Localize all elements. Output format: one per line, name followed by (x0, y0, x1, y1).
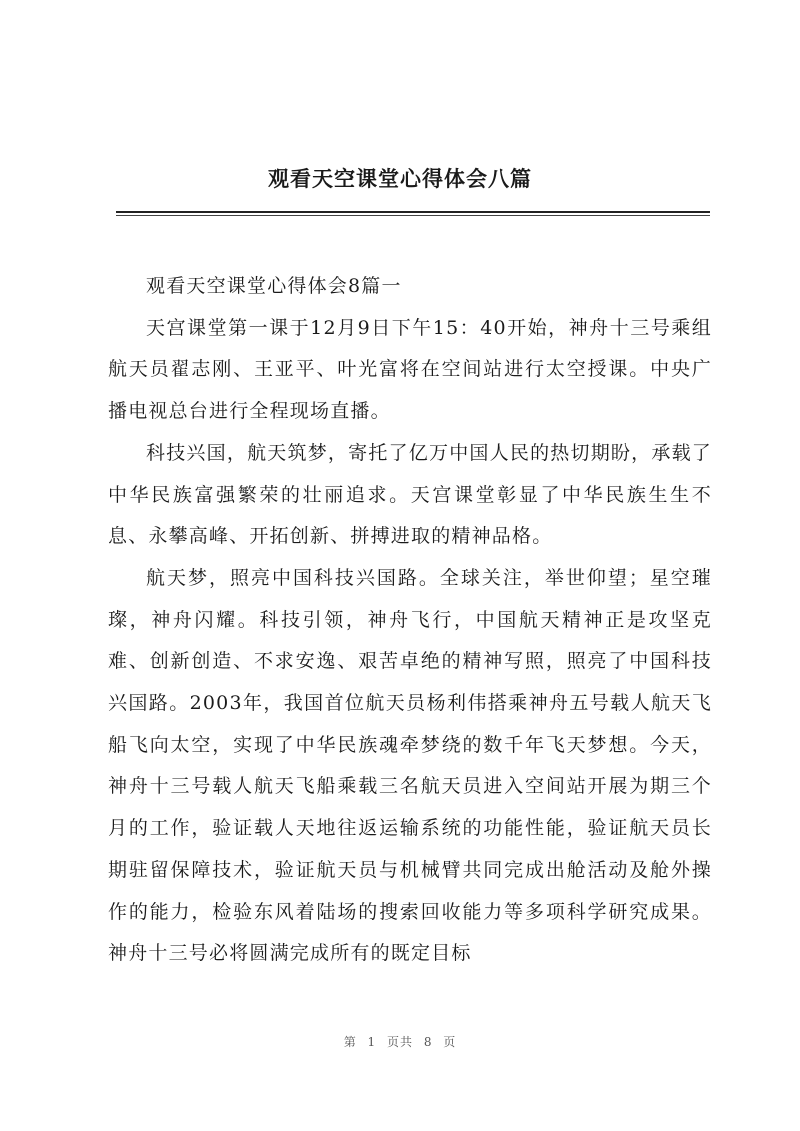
title-divider (116, 211, 710, 213)
document-body (108, 266, 712, 975)
section-heading: 观看天空课堂心得体会8篇一 (146, 275, 402, 297)
document-title: 观看天空课堂心得体会八篇 (268, 166, 532, 191)
page-number-footer: 第 1 页共 8 页 (343, 1035, 457, 1049)
title-divider-thin (116, 215, 710, 216)
paragraph: 航天梦，照亮中国科技兴国路。全球关注，举世仰望；星空璀璨，神舟闪耀。科技引领，神舟飞行，中国航天精神正是攻坚克难、创新创造、不求安逸、艰苦卓绝的精神写照，照亮了中国科技兴国路。2003年，我国首位航天员杨利伟搭乘神舟五号载人航天飞船飞向太空，实现了中华民族魂牵梦绕的数千年飞天梦想。今天，神舟十三号载人航天飞船乘载三名航天员进入空间站开展为期三个月的工作，验证载人天地往返运输系统的功能性能，验证航天员长期驻留保障技术，验证航天员与机械臂共同完成出舱活动及舱外操作的能力，检验东风着陆场的搜索回收能力等多项科学研究成果。神舟十三号必将圆满完成所有的既定目标 (108, 566, 712, 965)
paragraph: 天宫课堂第一课于12月9日下午15：40开始，神舟十三号乘组航天员翟志刚、王亚平、叶光富将在空间站进行太空授课。中央广播电视总台进行全程现场直播。 (108, 316, 712, 423)
paragraph: 科技兴国，航天筑梦，寄托了亿万中国人民的热切期盼，承载了中华民族富强繁荣的壮丽追求。天宫课堂彰显了中华民族生生不息、永攀高峰、开拓创新、拼搏进取的精神品格。 (108, 441, 712, 548)
